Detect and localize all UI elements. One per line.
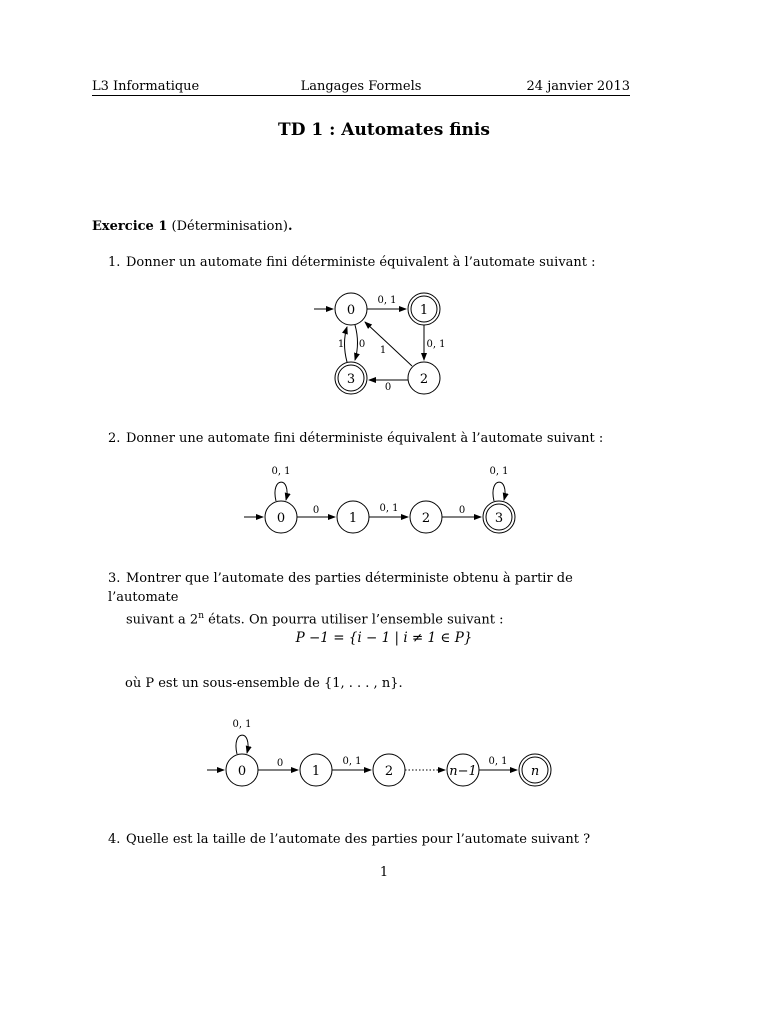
automaton-1-diagram	[300, 285, 470, 400]
question-text: Quelle est la taille de l’automate des parties pour l’automate suivant ?	[126, 832, 591, 847]
question-text: Donner un automate fini déterministe équivalent à l’automate suivant :	[126, 255, 596, 270]
a2-label-2-3: 0	[458, 505, 466, 516]
question-4	[108, 830, 638, 849]
a3-state-n-label: n	[530, 764, 540, 779]
a3-loop-0	[236, 735, 248, 754]
formula: P −1 = {i − 1 | i ≠ 1 ∈ P}	[295, 630, 473, 646]
exercise-dot: .	[287, 219, 293, 234]
a2-state-2-label: 2	[421, 511, 431, 526]
a2-loop-3	[493, 482, 505, 501]
a1-label-2-3: 0	[384, 382, 392, 393]
a2-loop-0	[275, 482, 287, 501]
a1-label-3-0: 1	[337, 339, 345, 350]
a1-state-1-label: 1	[419, 303, 429, 318]
a3-label-n-minus-1-n: 0, 1	[488, 756, 508, 767]
a1-label-0-3: 0	[358, 339, 366, 350]
page-number: 1	[379, 865, 389, 880]
page-title: TD 1 : Automates finis	[278, 120, 490, 140]
a1-label-1-2: 0, 1	[426, 339, 446, 350]
question-3	[108, 569, 638, 629]
a2-state-3-label: 3	[494, 511, 504, 526]
question-text-line2-post: états. On pourra utiliser l’ensemble suivant :	[203, 612, 504, 628]
a3-state-n-minus-1-label: n−1	[449, 764, 477, 779]
question-2	[108, 429, 638, 448]
question-number: 3.	[108, 571, 121, 586]
a1-edge-2-0	[365, 322, 412, 366]
a1-state-0-label: 0	[346, 303, 356, 318]
a2-label-1-2: 0, 1	[379, 503, 399, 514]
a1-edge-3-0	[345, 327, 348, 362]
question-text-line1: Montrer que l’automate des parties déterministe obtenu à partir de l’automate	[108, 571, 573, 605]
a2-label-0-1: 0	[312, 505, 320, 516]
exercise-label: Exercice 1	[92, 219, 168, 234]
header-date: 24 janvier 2013	[526, 79, 630, 94]
exercise-topic: (Déterminisation)	[171, 219, 288, 234]
where-text: où P est un sous-ensemble de {1, . . . , n}.	[125, 676, 403, 691]
header-subject: Langages Formels	[300, 79, 422, 94]
a2-label-loop-0: 0, 1	[271, 466, 291, 477]
question-number: 2.	[108, 431, 121, 446]
question-text: Donner une automate fini déterministe équivalent à l’automate suivant :	[126, 431, 604, 446]
a1-label-2-0: 1	[379, 345, 387, 356]
automaton-2-diagram	[240, 460, 530, 540]
a3-state-1-label: 1	[311, 764, 321, 779]
header-course: L3 Informatique	[92, 79, 200, 94]
a1-edge-0-3	[355, 325, 358, 360]
a2-label-loop-3: 0, 1	[489, 466, 509, 477]
a3-state-2-label: 2	[384, 764, 394, 779]
a1-state-3-label: 3	[346, 372, 356, 387]
a2-state-1-label: 1	[348, 511, 358, 526]
a1-state-2-label: 2	[419, 372, 429, 387]
a2-state-0-label: 0	[276, 511, 286, 526]
question-1	[108, 253, 638, 272]
question-number: 4.	[108, 832, 121, 847]
question-text-exponent: n	[198, 611, 204, 621]
question-text-line2-pre: suivant a 2	[126, 612, 199, 628]
a3-label-loop-0: 0, 1	[232, 719, 252, 730]
a1-label-0-1: 0, 1	[377, 295, 397, 306]
exercise-heading	[92, 219, 293, 234]
automaton-3-diagram	[205, 712, 565, 792]
a3-label-1-2: 0, 1	[342, 756, 362, 767]
a3-state-0-label: 0	[237, 764, 247, 779]
a3-label-0-1: 0	[276, 758, 284, 769]
header-rule	[92, 95, 630, 96]
question-number: 1.	[108, 255, 121, 270]
